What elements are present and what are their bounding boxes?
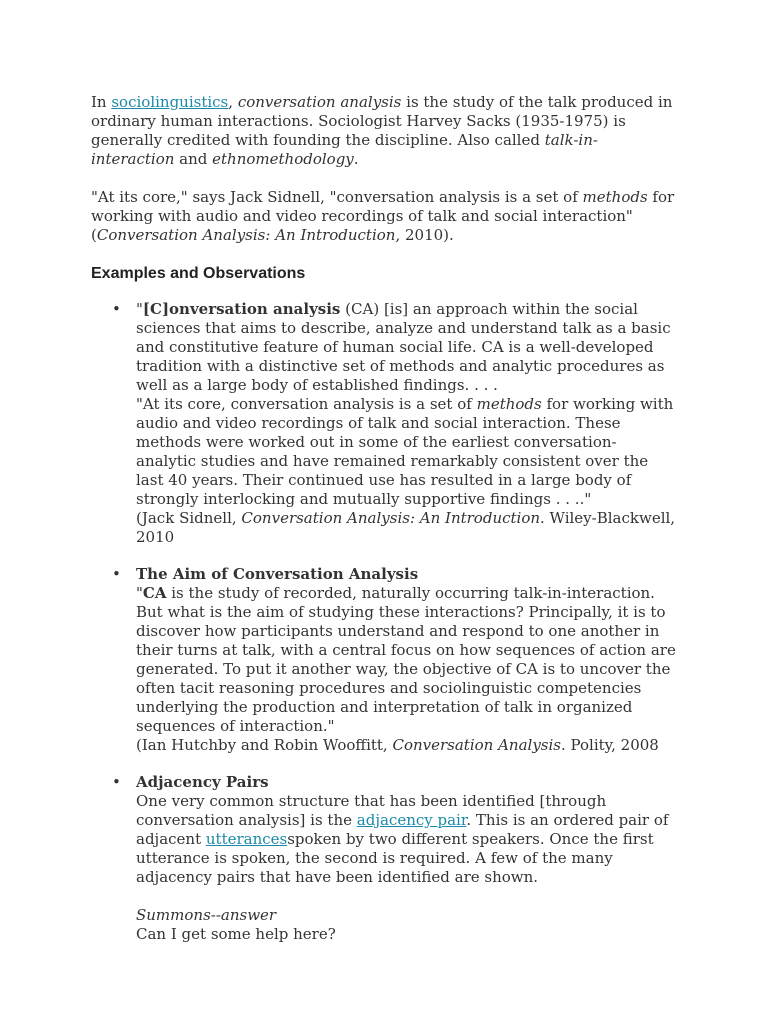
bullet: •: [112, 773, 121, 791]
text: , 2010).: [395, 226, 454, 244]
intro-paragraph-definition: [91, 93, 676, 169]
term-methods: methods: [476, 395, 542, 413]
list-item-aim: [112, 565, 676, 755]
text: "At its core, conversation analysis is a set of: [136, 395, 477, 413]
text: (Ian Hutchby and Robin Wooffitt,: [136, 736, 393, 754]
text: . This is an ordered pair of adjacent: [136, 811, 669, 848]
list-item-conversation-analysis: [112, 300, 676, 547]
text: . Polity, 2008: [560, 736, 659, 754]
text: "At its core," says Jack Sidnell, "conversation analysis is a set of: [91, 188, 583, 206]
bullet: •: [112, 300, 121, 318]
text: ": [136, 584, 143, 602]
text: In: [91, 93, 112, 111]
examples-list: [91, 300, 676, 944]
text: (CA) [is] an approach within the social sciences that aims to describe, analyze and understand talk as a basic and constitutive feature of human social life. CA is a well-developed tradition with a distinctive set of methods and analytic procedures as well as a large body of established findings. . . .: [136, 300, 671, 394]
text: for working with audio and video recordings of talk and social interaction" (: [91, 188, 675, 244]
text: is the study of the talk produced in ordinary human interactions. Sociologist Harvey Sacks (1935-1975) is generally credited with founding the discipline. Also called: [91, 93, 673, 149]
intro-paragraph-quote: [91, 188, 676, 245]
utterances-link[interactable]: utterances: [205, 830, 288, 848]
bullet: •: [112, 565, 121, 583]
bold-term: CA: [142, 584, 167, 602]
example-type: Summons--answer: [136, 906, 277, 924]
item-title: Adjacency Pairs: [136, 773, 269, 791]
item-citation: [136, 509, 676, 547]
text: ": [136, 300, 143, 318]
text: . Wiley-Blackwell, 2010: [136, 509, 676, 546]
text: spoken by two different speakers. Once the first utterance is spoken, the second is required. A few of the many adjacency pairs that have been identified are shown.: [136, 830, 654, 886]
text: and: [174, 150, 213, 168]
intro: [91, 93, 676, 245]
bold-term: [C]onversation analysis: [142, 300, 341, 318]
text: for working with audio and video recordings of talk and social interaction. These methods were worked out in some of the earliest conversation-analytic studies and have remained remarkably consistent over the last 40 years. Their continued use has resulted in a large body of strongly interlocking and mutually supportive findings . . ..": [136, 395, 674, 508]
text: ,: [228, 93, 238, 111]
item-paragraph: [136, 395, 676, 509]
item-paragraph: [136, 300, 676, 395]
list-item-adjacency-pairs: [112, 773, 676, 944]
item-paragraph: [136, 792, 676, 887]
item-paragraph: [136, 584, 676, 736]
example-label: [136, 906, 676, 925]
book-title: Conversation Analysis: An Introduction: [241, 509, 541, 527]
book-title: Conversation Analysis: An Introduction: [96, 226, 396, 244]
example-utterance: Can I get some help here?: [136, 925, 336, 943]
text: (Jack Sidnell,: [136, 509, 242, 527]
sociolinguistics-link[interactable]: sociolinguistics: [111, 93, 229, 111]
term-talk-in-interaction: talk-in-interaction: [91, 131, 598, 168]
item-title: The Aim of Conversation Analysis: [136, 565, 419, 583]
article-content: [91, 93, 676, 962]
adjacency-pair-link[interactable]: adjacency pair: [356, 811, 467, 829]
term-ethnomethodology: ethnomethodology: [212, 150, 354, 168]
text: is the study of recorded, naturally occurring talk-in-interaction. But what is the aim of studying these interactions? Principally, it is to discover how participants understand and respond to one another in their turns at talk, with a central focus on how sequences of action are generated. To put it another way, the objective of CA is to uncover the often tacit reasoning procedures and sociolinguistic competencies underlying the production and interpretation of talk in organized sequences of interaction.": [136, 584, 676, 735]
text: One very common structure that has been identified [through conversation analysis] is the: [136, 792, 607, 829]
book-title: Conversation Analysis: [392, 736, 561, 754]
item-citation: [136, 736, 676, 755]
spacer: [136, 887, 676, 906]
term-conversation-analysis: conversation analysis: [237, 93, 402, 111]
text: .: [353, 150, 359, 168]
section-heading: Examples and Observations: [91, 265, 306, 282]
term-methods: methods: [582, 188, 648, 206]
